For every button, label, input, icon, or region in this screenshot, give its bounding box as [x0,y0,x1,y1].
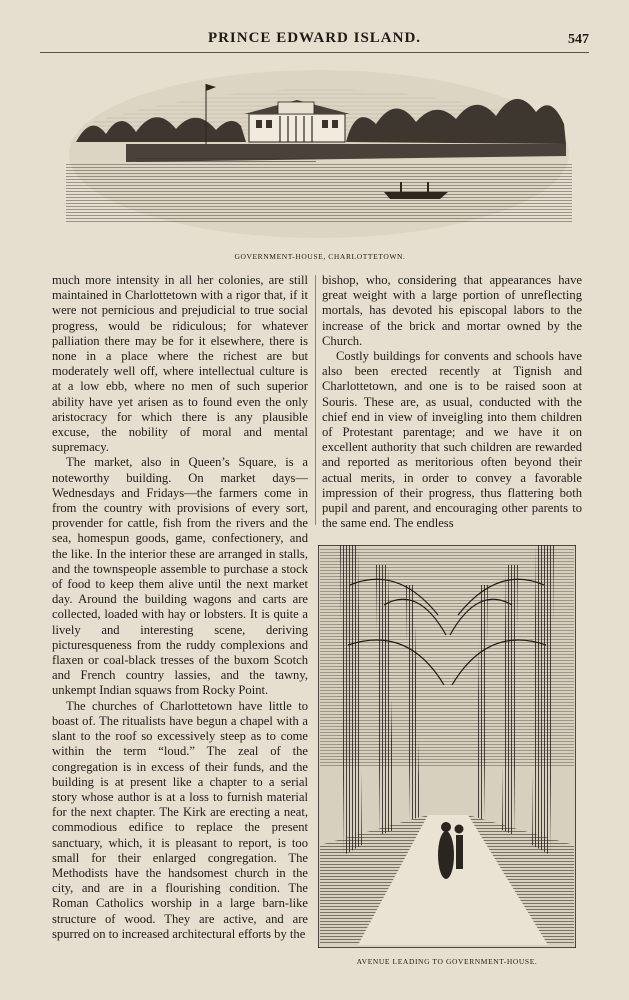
paragraph: The churches of Charlottetown have little to boast of. The ritualists have begun a chapel with a slant to the roof so excessively steep as to come within the term “loud.” The zeal of the congregation is in excess of their funds, and the building is at present like a chapter to a serial story whose author is at a loss to furnish material for the next chapter. The Kirk are erecting a neat, commodious edifice to replace the present sanctuary, which, it is pleasant to report, is too small for their enlarged congregation. The Methodists have the handsomest church in the city, and are in a flourishing condition. The Roman Catholics worship in a large barn-like structure of wood. They are active, and are spurred on to increased architectural efforts by the [52,698,308,941]
paragraph: much more intensity in all her colonies, are still maintained in Charlottetown with a rigor that, if it were not pernicious and prejudicial to true social progress, would be ridiculous; for whatever palliation there may be for it elsewhere, there is none in a place where the richest are but moderately well off, where intellectual culture is at a low ebb, where no men of such superior ability have yet arisen as to found even the only aristocracy for which there is any plausible excuse, the nobility of moral and mental supremacy. [52,273,308,455]
avenue-engraving [318,545,576,948]
government-house-engraving [66,64,572,238]
left-text-column [52,273,308,973]
right-text-column [322,273,582,533]
paragraph: Costly buildings for convents and schools have also been erected recently at Tignish and Charlottetown, and one is to be raised soon at Souris. These are, as usual, conducted with the chief end in view of inveigling into them children of Protestant parentage; and we have it on excellent authority that such children are rewarded and reported as meritorious often beyond their actual merits, in order to convey a favorable impression of their progress, thus flattering both pupil and parent, and encouraging other parents to the same end. The endless [322,349,582,531]
figure-caption-government-house: GOVERNMENT-HOUSE, CHARLOTTETOWN. [234,252,406,261]
running-header [40,30,589,53]
page-number: 547 [568,32,589,47]
paragraph: bishop, who, considering that appearances have great weight with a large portion of unreflecting mortals, has devoted his episcopal labors to the increase of the brick and mortar owned by the Church. [322,273,582,348]
figure-caption-avenue: AVENUE LEADING TO GOVERNMENT-HOUSE. [356,957,538,966]
running-title: PRINCE EDWARD ISLAND. [207,30,422,46]
column-rule [315,275,316,525]
paragraph: The market, also in Queen’s Square, is a noteworthy building. On market days—Wednesdays and Fridays—the farmers come in from the country with provisions of every sort, provender for cattle, fish from the rivers and the sea, homespun goods, game, confectionery, and the like. In the interior these are arranged in stalls, and the townspeople assemble to purchase a stock of food to keep them alive until the next market day. Around the building wagons and carts are collected, loaded with hay or lobsters. It is quite a lively and interesting scene, deriving picturesqueness from the ruddy complexions and flaxen or coal-black tresses of the buxom Scotch and French country lassies, and the tawny, unkempt Indian squaws from Rocky Point. [52,455,308,698]
